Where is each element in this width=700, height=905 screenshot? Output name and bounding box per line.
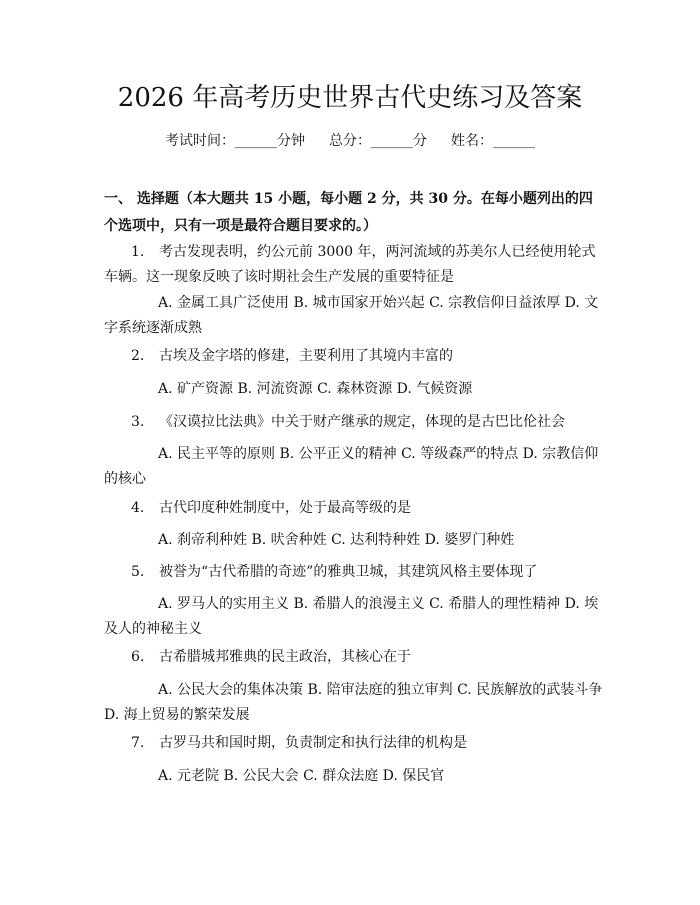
question-3-options: A. 民主平等的原则 B. 公平正义的精神 C. 等级森严的特点 D. 宗教信仰的核心	[104, 446, 599, 487]
question-4-stem	[104, 496, 604, 521]
question-text: 被誉为“古代希腊的奇迹”的雅典卫城，其建筑风格主要体现了	[159, 564, 538, 580]
question-6-options: A. 公民大会的集体决策 B. 陪审法庭的独立审判 C. 民族解放的武装斗争 D. 海上贸易的繁荣发展	[104, 682, 603, 723]
question-number: 4.	[131, 500, 145, 516]
question-1-stem	[104, 240, 604, 290]
question-6-stem	[104, 645, 604, 670]
question-number: 3.	[131, 414, 145, 430]
question-2-options: A. 矿产资源 B. 河流资源 C. 森林资源 D. 气候资源	[158, 381, 473, 397]
exam-time-field: 考试时间：______分钟	[165, 133, 305, 149]
exam-info-line	[0, 130, 700, 152]
question-1-options: A. 金属工具广泛使用 B. 城市国家开始兴起 C. 宗教信仰日益浓厚 D. 文字系统逐渐成熟	[104, 295, 599, 336]
question-text: 古埃及金字塔的修建，主要利用了其境内丰富的	[159, 348, 453, 364]
question-text: 古罗马共和国时期，负责制定和执行法律的机构是	[159, 735, 467, 751]
student-name-field: 姓名：______	[451, 133, 535, 149]
question-5-options: A. 罗马人的实用主义 B. 希腊人的浪漫主义 C. 希腊人的理性精神 D. 埃及人的神秘主义	[104, 596, 599, 637]
question-number: 2.	[131, 348, 145, 364]
question-text: 考古发现表明，约公元前 3000 年，两河流域的苏美尔人已经使用轮式车辆。这一现象反映了该时期社会生产发展的重要特征是	[104, 244, 596, 285]
question-4-options: A. 刹帝利种姓 B. 吠舍种姓 C. 达利特种姓 D. 婆罗门种姓	[158, 532, 515, 548]
question-3-stem	[104, 410, 604, 435]
section-heading: 一、 选择题（本大题共 15 小题，每小题 2 分，共 30 分。在每小题列出的四个选项中，只有一项是最符合题目要求的。）	[104, 191, 593, 234]
question-number: 7.	[131, 735, 145, 751]
question-2-stem	[104, 344, 604, 369]
question-7-stem	[104, 731, 604, 756]
total-score-field: 总分：______分	[329, 133, 427, 149]
question-number: 6.	[131, 649, 145, 665]
page-title: 2026 年高考历史世界古代史练习及答案	[117, 83, 583, 113]
question-7-options: A. 元老院 B. 公民大会 C. 群众法庭 D. 保民官	[158, 768, 445, 784]
question-text: 古希腊城邦雅典的民主政治，其核心在于	[159, 649, 411, 665]
question-text: 《汉谟拉比法典》中关于财产继承的规定，体现的是古巴比伦社会	[159, 414, 565, 430]
question-5-stem	[104, 560, 604, 585]
question-text: 古代印度种姓制度中，处于最高等级的是	[159, 500, 411, 516]
question-number: 5.	[131, 564, 145, 580]
question-number: 1.	[131, 244, 145, 260]
